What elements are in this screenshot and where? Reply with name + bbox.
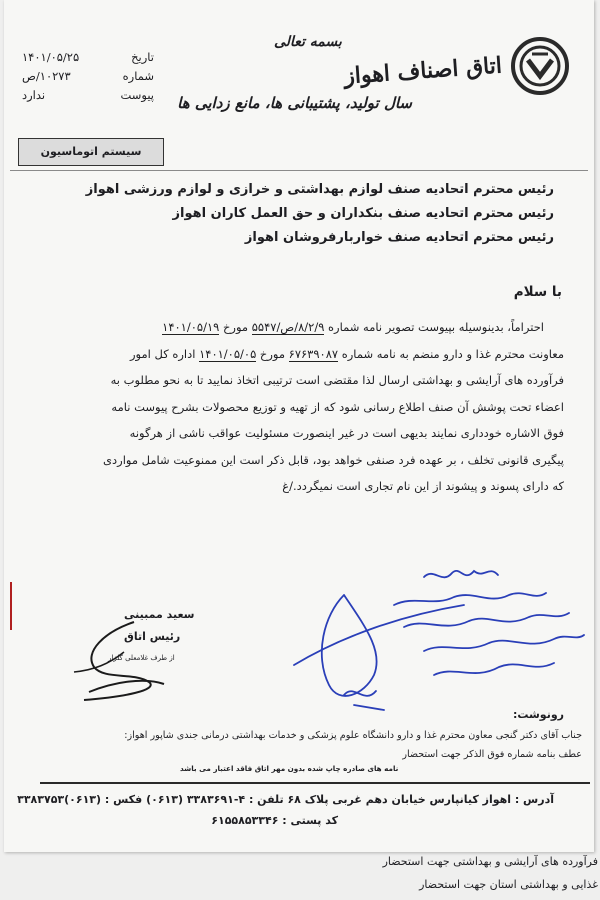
signatory-name: سعید ممبینی xyxy=(124,608,195,621)
bismillah: بسمه تعالی xyxy=(274,34,342,50)
greeting: با سلام xyxy=(513,284,562,300)
footer-divider xyxy=(40,782,590,784)
recipient-line: رئیس محترم اتحادیه صنف خواربارفروشان اهواز xyxy=(244,230,554,245)
body-text-segment: احتراماً، بدینوسیله بپیوست تصویر نامه شماره xyxy=(324,320,544,334)
meta-attachment-value: ندارد xyxy=(22,88,46,102)
reference-number: ۶۷۶۳۹۰۸۷ xyxy=(288,346,339,361)
meta-number-row xyxy=(22,67,154,86)
body-line: فرآورده های آرایشی و بهداشتی ارسال لذا مقتضی است ترتیبی اتخاذ نمایید تا به نحو مطلوب به xyxy=(110,373,564,387)
letter-page xyxy=(4,0,594,852)
org-name: اتاق اصناف اهواز xyxy=(343,52,503,90)
org-logo-icon xyxy=(510,36,570,96)
body-line xyxy=(30,314,564,341)
meta-number-value: ۱۰۲۷۳/ص xyxy=(22,69,71,83)
reference-date: ۱۴۰۱/۰۵/۱۹ xyxy=(162,320,220,334)
signatory-delegation-note: از طرف غلامعلی گلزار xyxy=(108,654,175,662)
body-line: که دارای پسوند و پیشوند از این نام تجاری است نمیگردد./غ xyxy=(282,479,564,493)
cc-reference-line: عطف بنامه شماره فوق الذکر جهت استحضار xyxy=(402,749,582,760)
second-doc-line: فرآورده های آرایشی و بهداشتی جهت استحضار xyxy=(382,855,598,868)
meta-number-label: شماره xyxy=(122,69,154,83)
handwritten-annotation xyxy=(284,555,594,725)
year-slogan: سال تولید، پشتیبانی ها، مانع زدایی ها xyxy=(177,94,412,112)
meta-date-value: ۱۴۰۱/۰۵/۲۵ xyxy=(22,50,80,64)
body-line xyxy=(30,341,564,368)
body-line: پیگیری قانونی تخلف ، بر عهده فرد صنفی خواهد بود، قابل ذکر است این ممنوعیت شامل مواردی xyxy=(103,452,564,467)
body-line: فوق الاشاره خودداری نمایند بدیهی است در غیر اینصورت مسئولیت عواقب ناشی از هرگونه xyxy=(129,426,564,440)
recipients-block xyxy=(86,178,554,250)
cc-heading: رونوشت: xyxy=(512,708,564,721)
meta-attachment-label: پیوست xyxy=(120,88,154,102)
meta-attachment-row xyxy=(22,86,154,105)
body-text-segment: مورخ xyxy=(219,320,252,334)
letter-meta xyxy=(22,48,154,105)
footer-postal-code: کد پستی : ۶۱۵۵۸۵۳۳۴۶ xyxy=(211,814,338,827)
second-doc-line: غذایی و بهداشتی استان جهت استحضار xyxy=(419,878,598,891)
body-text-segment: معاونت محترم غذا و دارو منضم به نامه شماره xyxy=(338,346,564,361)
header-divider xyxy=(10,170,588,171)
body-text-segment: اداره کل امور xyxy=(130,346,200,361)
recipient-line: رئیس محترم اتحادیه صنف بنکداران و حق العمل کاران اهواز xyxy=(172,206,554,221)
signatory-title: رئیس اتاق xyxy=(124,630,181,643)
body-text-segment: مورخ xyxy=(256,346,289,361)
stamp-disclaimer: نامه های صادره چاپ شده بدون مهر اتاق فاقد اعتبار می باشد xyxy=(180,764,399,773)
meta-date-label: تاریخ xyxy=(131,50,154,64)
cc-recipient-line: جناب آقای دکتر گنجی معاون محترم غذا و دارو دانشگاه علوم پزشکی و خدمات بهداشتی درمانی جندی شاپور اهواز: xyxy=(124,730,582,741)
body-line: اعضاء تحت پوشش آن صنف اطلاع رسانی شود که از تهیه و توزیع محصولات بشرح پیوست نامه xyxy=(111,399,564,414)
margin-mark xyxy=(10,582,12,630)
footer-address: آدرس : اهواز کیانپارس خیابان دهم غربی پلاک ۶۸ تلفن : ۴-۳۳۸۳۶۹۱ (۰۶۱۳) فکس : (۰۶۱۳)۳۳۸۳۷۵۳ xyxy=(17,793,554,806)
recipient-line: رئیس محترم اتحادیه صنف لوازم بهداشتی و خرازی و لوازم ورزشی اهواز xyxy=(85,182,554,197)
reference-number: ۸/۲/۹/ص/۵۵۴۷ xyxy=(251,320,325,334)
automation-system-stamp: سیستم اتوماسیون xyxy=(18,138,164,166)
meta-date-row xyxy=(22,48,154,67)
reference-date: ۱۴۰۱/۰۵/۰۵ xyxy=(199,346,257,361)
letter-body xyxy=(30,314,564,500)
